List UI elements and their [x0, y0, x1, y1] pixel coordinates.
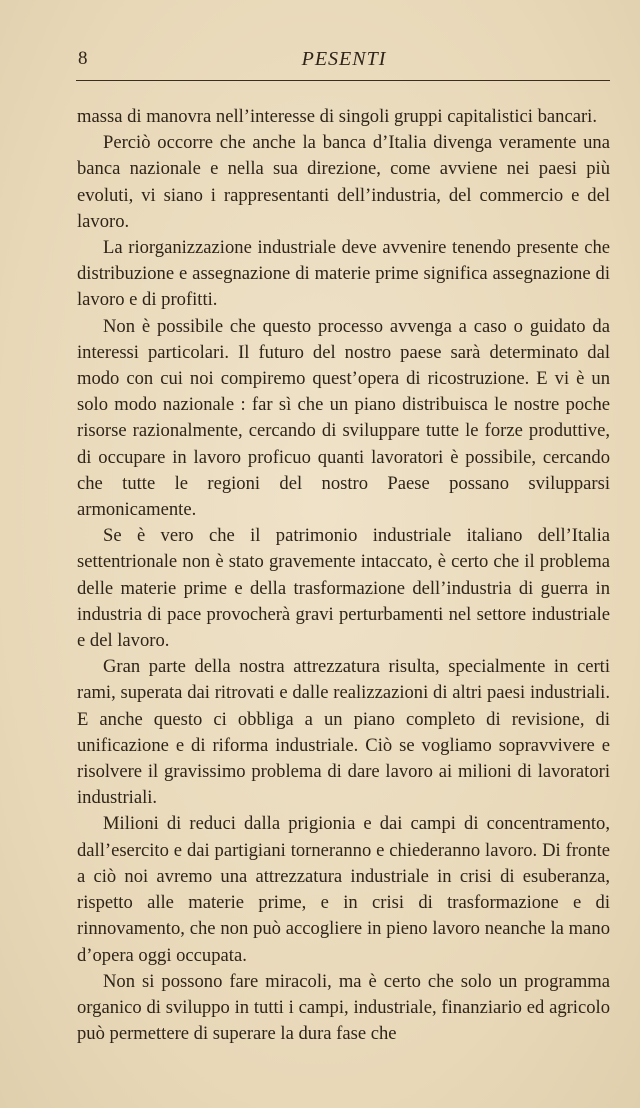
paragraph: Non si possono fare miracoli, ma è certo che solo un programma organico di sviluppo in tutti i campi, industriale, finanziario ed agricolo può permettere di superare la dura fase che: [77, 970, 610, 1045]
paragraph: Milioni di reduci dalla prigionia e dai campi di concentramento, dall’esercito e dai partigiani torneranno e chiederanno lavoro. Di fronte a ciò noi avremo una attrezzatura industriale in crisi di esuberanza, rispetto alle materie prime, e in crisi di trasformazione e di rinnovamento, che non può accogliere in pieno lavoro neanche la mano d’opera oggi occupata.: [77, 813, 610, 966]
paragraph: Perciò occorre che anche la banca d’Italia divenga veramente una banca nazionale e nella sua direzione, come avviene nei paesi più evoluti, vi siano i rappresentanti dell’industria, del commercio e del lavoro.: [77, 132, 610, 232]
paragraph: Se è vero che il patrimonio industriale italiano dell’Italia settentrionale non è stato gravemente intaccato, è certo che il problema delle materie prime e della trasformazione dell’industria di guerra in industria di pace provocherà gravi perturbamenti nel settore industriale e del lavoro.: [77, 525, 610, 652]
header-rule: [76, 80, 610, 81]
paragraph-continued: massa di manovra nell’interesse di singoli gruppi capitalistici bancari.: [77, 106, 597, 127]
paragraph: Non è possibile che questo processo avvenga a caso o guidato da interessi particolari. Il futuro del nostro paese sarà determinato dal modo con cui noi compiremo quest’opera di ricostruzione. E vi è un solo modo nazionale : far sì che un piano distribuisca le nostre poche risorse razionalmente, cercando di sviluppare tutte le forze produttive, di occupare in lavoro proficuo quanti lavoratori è possibile, cercando che tutte le regioni del nostro Paese possano svilupparsi armonicamente.: [77, 315, 610, 521]
body-text: [77, 104, 610, 1047]
running-head: PESENTI: [301, 48, 387, 70]
page-header: [78, 46, 610, 76]
page-number: 8: [78, 48, 88, 69]
paragraph: Gran parte della nostra attrezzatura risulta, specialmente in certi rami, superata dai ritrovati e dalle realizzazioni di altri paesi industriali. E anche questo ci obbliga a un piano completo di revisione, di unificazione e di riforma industriale. Ciò se vogliamo sopravvivere e risolvere il gravissimo problema di dare lavoro ai milioni di lavoratori industriali.: [77, 656, 610, 809]
paragraph: La riorganizzazione industriale deve avvenire tenendo presente che distribuzione e assegnazione di materie prime significa assegnazione di lavoro e di profitti.: [77, 237, 610, 311]
